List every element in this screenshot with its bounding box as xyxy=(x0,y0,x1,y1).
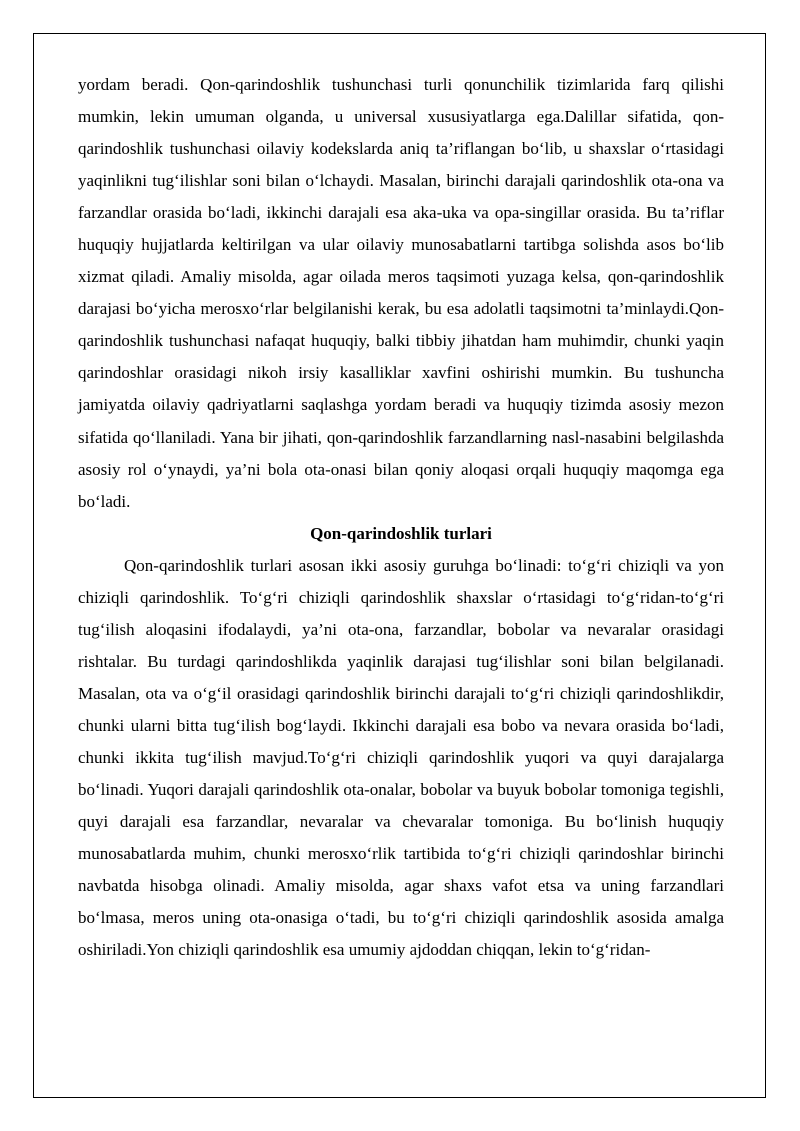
section-heading: Qon-qarindoshlik turlari xyxy=(310,523,492,543)
body-paragraph: yordam beradi. Qon-qarindoshlik tushunchasi turli qonunchilik tizimlarida farq qilishi mumkin, lekin umuman olganda, u universal xususiyatlarga ega.Dalillar sifatida, qon-qarindoshlik tushunchasi oilaviy kodekslarda aniq ta’riflangan bo‘lib, u shaxslar o‘rtasidagi yaqinlikni tug‘ilishlar soni bilan o‘lchaydi. Masalan, birinchi darajali qarindoshlik ota-ona va farzandlar orasida bo‘ladi, ikkinchi darajali esa aka-uka va opa-singillar orasida. Bu ta’riflar huquqiy hujjatlarda keltirilgan va ular oilaviy munosabatlarni tartibga solishda asos bo‘lib xizmat qiladi. Amaliy misolda, agar oilada meros taqsimoti yuzaga kelsa, qon-qarindoshlik darajasi bo‘yicha merosxo‘rlar belgilanishi kerak, bu esa adolatli taqsimotni ta’minlaydi.Qon-qarindoshlik tushunchasi nafaqat huquqiy, balki tibbiy jihatdan ham muhimdir, chunki yaqin qarindoshlar orasidagi nikoh irsiy kasalliklar xavfini oshirishi mumkin. Bu tushuncha jamiyatda oilaviy qadriyatlarni saqlashga yordam beradi va huquqiy tizimda asosiy mezon sifatida qo‘llaniladi. Yana bir jihati, qon-qarindoshlik farzandlarning nasl-nasabini belgilashda asosiy rol o‘ynaydi, ya’ni bola ota-onasi bilan qoniy aloqasi orqali huquqiy maqomga ega bo‘ladi. xyxy=(78,75,724,511)
document-body xyxy=(78,69,724,966)
body-paragraph: Qon-qarindoshlik turlari asosan ikki asosiy guruhga bo‘linadi: to‘g‘ri chiziqli va yon chiziqli qarindoshlik. To‘g‘ri chiziqli qarindoshlik shaxslar o‘rtasidagi to‘g‘ridan-to‘g‘ri tug‘ilish aloqasini ifodalaydi, ya’ni ota-ona, farzandlar, bobolar va nevaralar orasidagi rishtalar. Bu turdagi qarindoshlikda yaqinlik darajasi tug‘ilishlar soni bilan belgilanadi. Masalan, ota va o‘g‘il orasidagi qarindoshlik birinchi darajali to‘g‘ri chiziqli qarindoshlikdir, chunki ularni bitta tug‘ilish bog‘laydi. Ikkinchi darajali esa bobo va nevara orasida bo‘ladi, chunki ikkita tug‘ilish mavjud.To‘g‘ri chiziqli qarindoshlik yuqori va quyi darajalarga bo‘linadi. Yuqori darajali qarindoshlik ota-onalar, bobolar va buyuk bobolar tomoniga tegishli, quyi darajali esa farzandlar, nevaralar va chevaralar tomoniga. Bu bo‘linish huquqiy munosabatlarda muhim, chunki merosxo‘rlik tartibida to‘g‘ri chiziqli qarindoshlar birinchi navbatda hisobga olinadi. Amaliy misolda, agar shaxs vafot etsa va uning farzandlari bo‘lmasa, meros uning ota-onasiga o‘tadi, bu to‘g‘ri chiziqli qarindoshlik asosida amalga oshiriladi.Yon chiziqli qarindoshlik esa umumiy ajdoddan chiqqan, lekin to‘g‘ridan- xyxy=(78,555,724,960)
